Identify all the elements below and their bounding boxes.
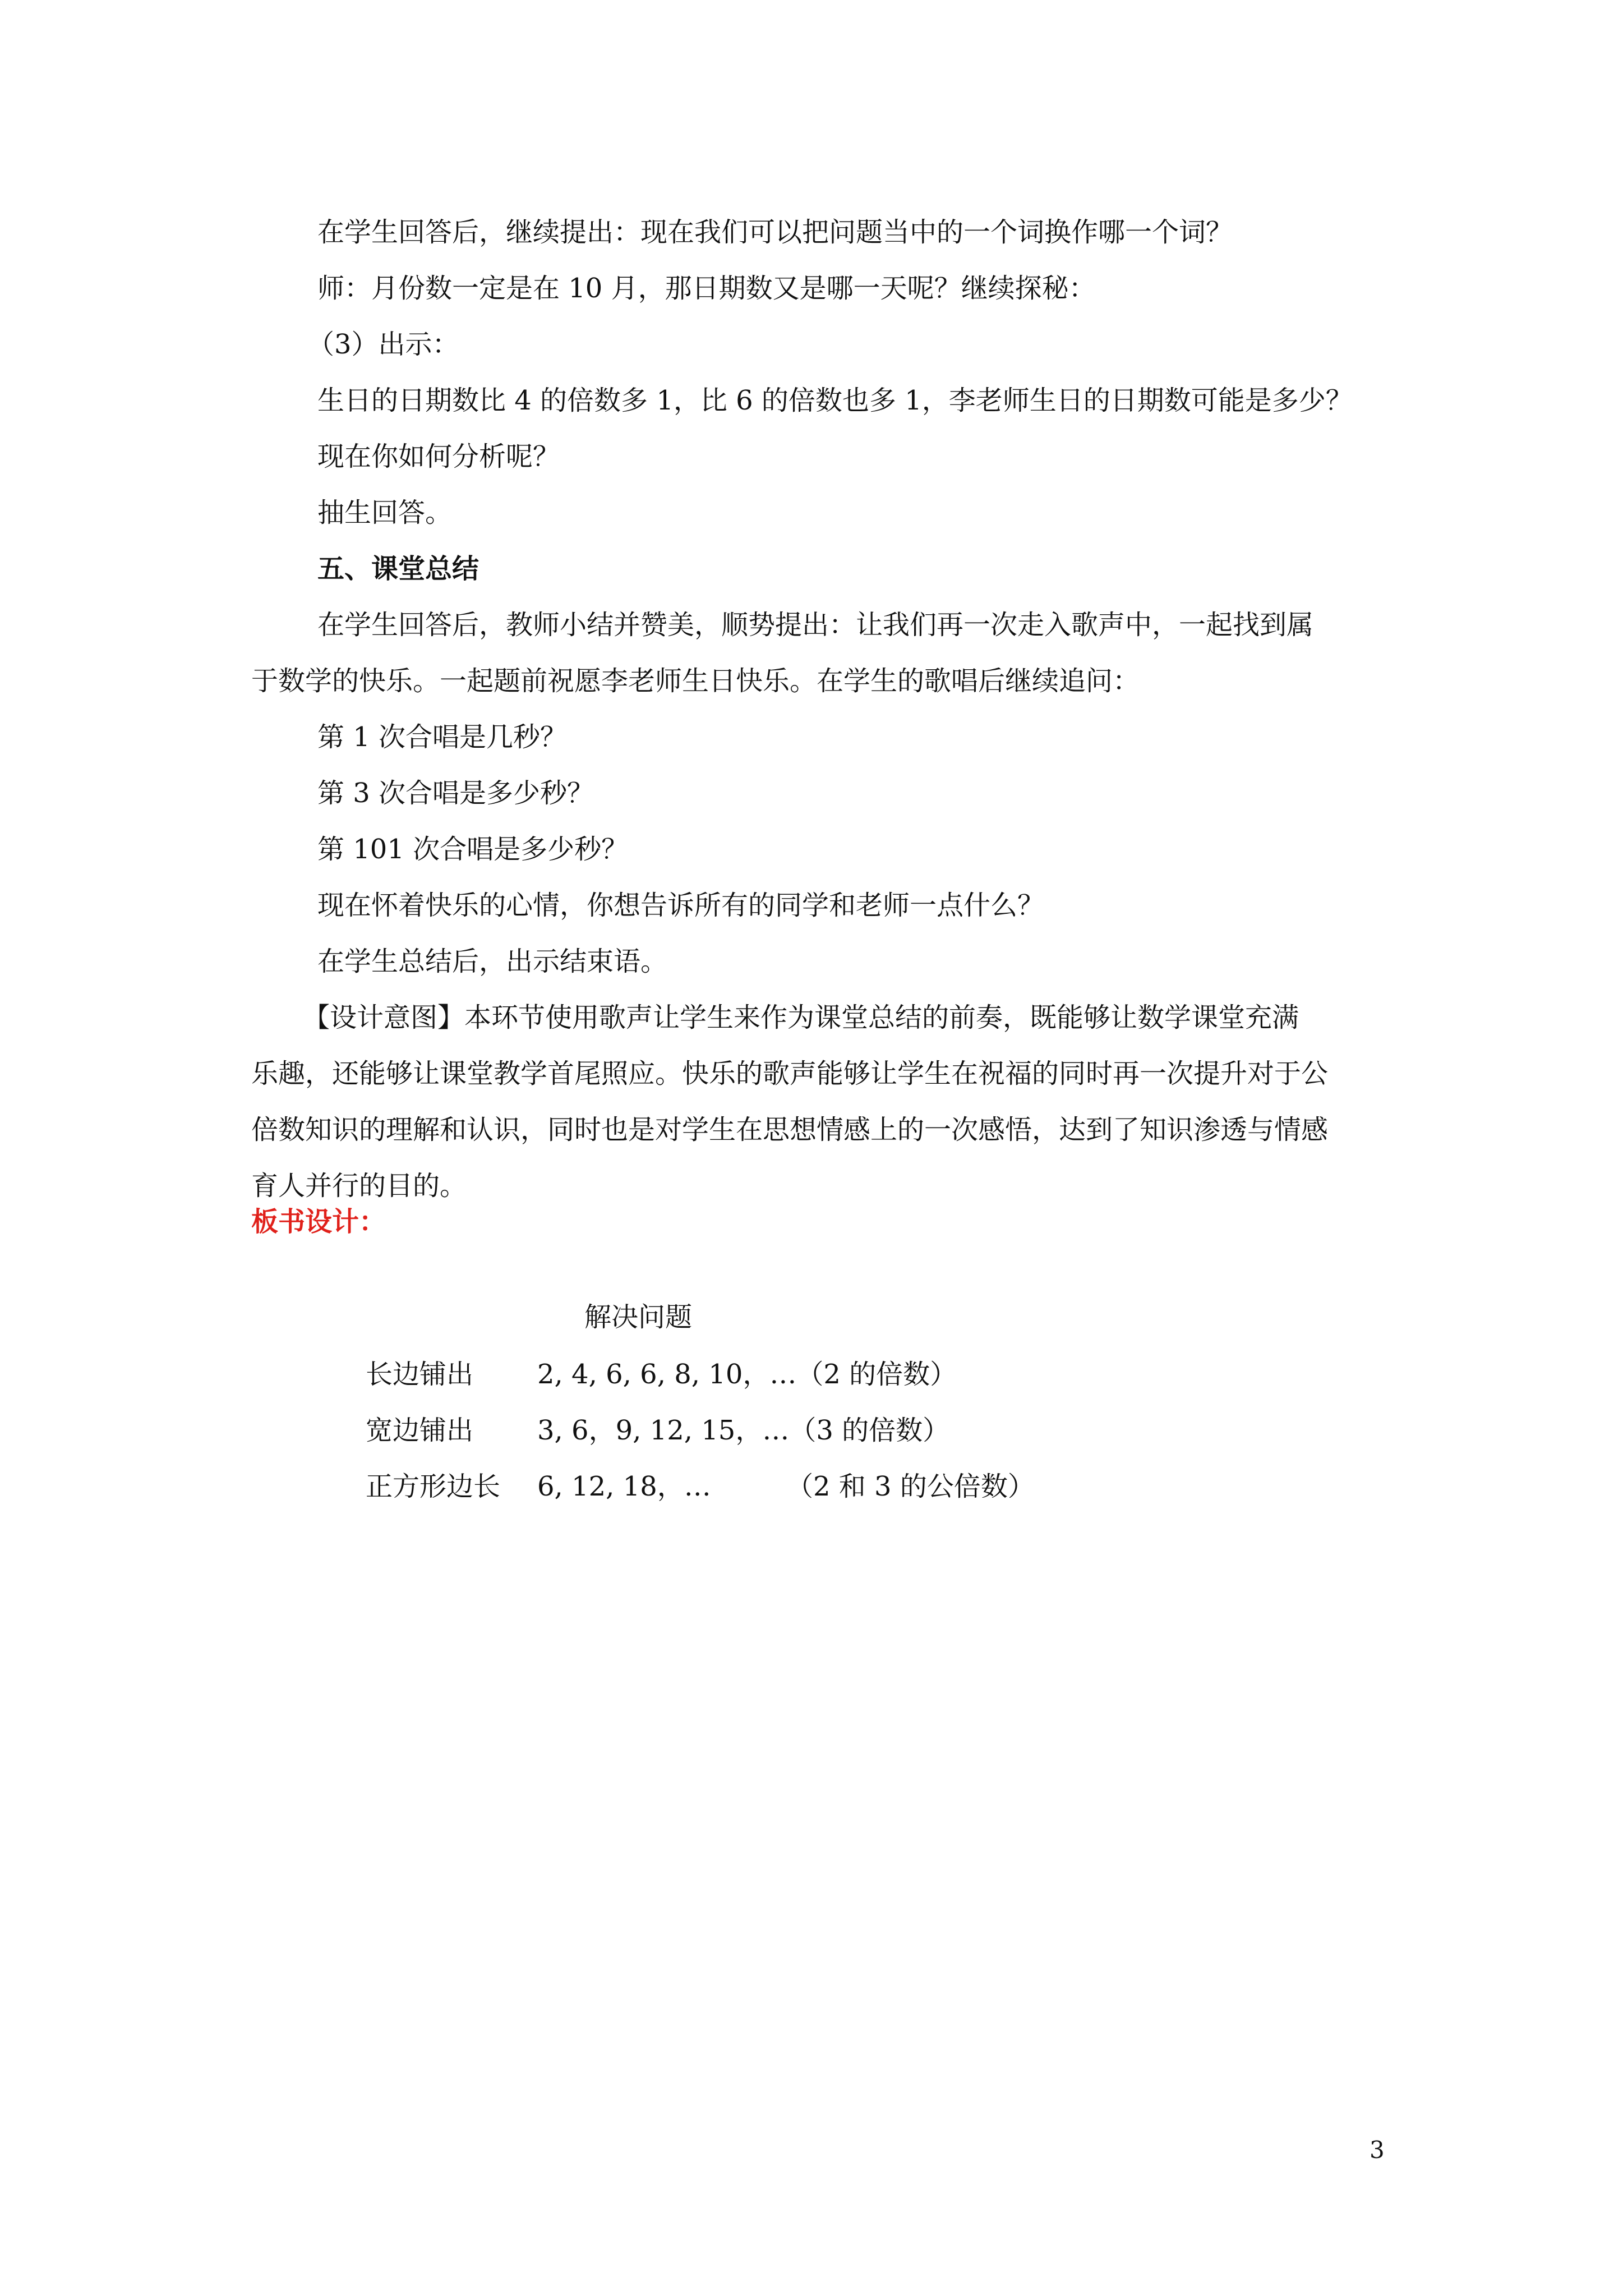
paragraph-4: 生日的日期数比 4 的倍数多 1，比 6 的倍数也多 1，李老师生日的日期数可能是多少？	[317, 385, 1353, 416]
board-row-label: 长边铺出	[366, 1359, 474, 1390]
summary-line-1: 在学生回答后，教师小结并赞美，顺势提出：让我们再一次走入歌声中，一起找到属	[317, 609, 1314, 641]
paragraph-5: 现在你如何分析呢？	[317, 441, 560, 472]
question-3: 第 101 次合唱是多少秒？	[317, 834, 629, 865]
question-4: 现在怀着快乐的心情，你想告诉所有的同学和老师一点什么？	[317, 890, 1045, 921]
board-row-values: 6, 12, 18，…	[537, 1471, 711, 1502]
paragraph-3: （3）出示：	[307, 329, 459, 360]
paragraph-2: 师：月份数一定是在 10 月，那日期数又是哪一天呢？继续探秘：	[317, 273, 1096, 304]
design-intent-line-2: 乐趣，还能够让课堂教学首尾照应。快乐的歌声能够让学生在祝福的同时再一次提升对于公	[251, 1058, 1329, 1089]
board-title: 解决问题	[584, 1301, 693, 1333]
question-1: 第 1 次合唱是几秒？	[317, 721, 568, 753]
summary-line-2: 于数学的快乐。一起题前祝愿李老师生日快乐。在学生的歌唱后继续追问：	[251, 665, 1140, 697]
board-row-note: （2 和 3 的公倍数）	[786, 1471, 1035, 1502]
closing-line: 在学生总结后，出示结束语。	[317, 946, 668, 977]
paragraph-6: 抽生回答。	[317, 497, 453, 528]
paragraph-1: 在学生回答后，继续提出：现在我们可以把问题当中的一个词换作哪一个词？	[317, 217, 1233, 248]
design-intent-line-1: 【设计意图】本环节使用歌声让学生来作为课堂总结的前奏，既能够让数学课堂充满	[303, 1002, 1299, 1033]
board-row-values: 2, 4, 6, 6, 8, 10，…（2 的倍数）	[537, 1359, 957, 1390]
board-row-label: 正方形边长	[366, 1471, 501, 1502]
question-2: 第 3 次合唱是多少秒？	[317, 777, 594, 809]
design-intent-line-3: 倍数知识的理解和认识，同时也是对学生在思想情感上的一次感悟，达到了知识渗透与情感	[251, 1114, 1329, 1145]
board-row-label: 宽边铺出	[366, 1415, 474, 1446]
board-row-values: 3, 6，9, 12, 15，…（3 的倍数）	[537, 1415, 950, 1446]
page-number: 3	[1370, 2136, 1385, 2164]
design-intent-line-4: 育人并行的目的。	[251, 1170, 467, 1202]
section-heading: 五、课堂总结	[317, 553, 479, 585]
board-design-heading: 板书设计：	[251, 1206, 386, 1237]
